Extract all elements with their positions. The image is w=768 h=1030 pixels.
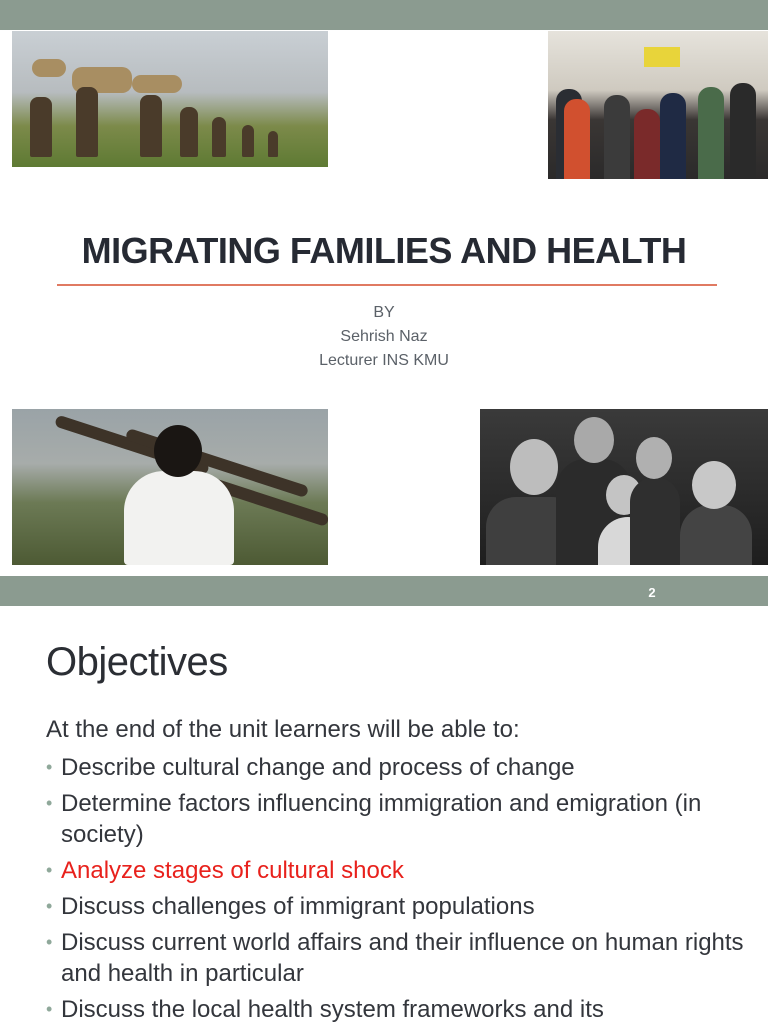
objectives-list [46,752,746,1030]
slide-number: 2 [648,585,656,600]
objectives-heading: Objectives [46,640,228,684]
airport-migrants-photo [548,31,768,179]
bullet-icon: • [46,860,53,880]
top-band [0,0,768,30]
bullet-icon: • [46,999,53,1019]
objective-text: Discuss the local health system frameworks and its [61,996,604,1023]
bullet-icon: • [46,757,53,777]
bullet-icon: • [46,793,53,813]
objective-item [46,788,746,850]
boy-watching-boats-photo [12,409,328,565]
objective-item-highlighted [46,855,746,886]
objective-item [46,752,746,783]
objective-text: Determine factors influencing immigration and emigration (in society) [61,790,702,848]
objective-text: Discuss challenges of immigrant populations [61,893,535,920]
slide-title: MIGRATING FAMILIES AND HEALTH [81,230,687,271]
objective-text: Describe cultural change and process of change [61,754,575,781]
objective-item [46,927,746,989]
objectives-intro: At the end of the unit learners will be able to: [46,716,520,743]
refugees-carrying-bundles-photo [12,31,328,167]
author-role: Lecturer INS KMU [319,352,449,369]
objective-item [46,994,746,1025]
author-name: Sehrish Naz [340,328,428,345]
objective-item [46,891,746,922]
objective-text: Analyze stages of cultural shock [61,857,404,884]
bullet-icon: • [46,932,53,952]
migrant-family-bw-photo [480,409,768,565]
bullet-icon: • [46,896,53,916]
title-underline [57,284,717,286]
by-label: BY [373,304,395,321]
objective-text: Discuss current world affairs and their influence on human rights and health in particular [61,929,744,987]
